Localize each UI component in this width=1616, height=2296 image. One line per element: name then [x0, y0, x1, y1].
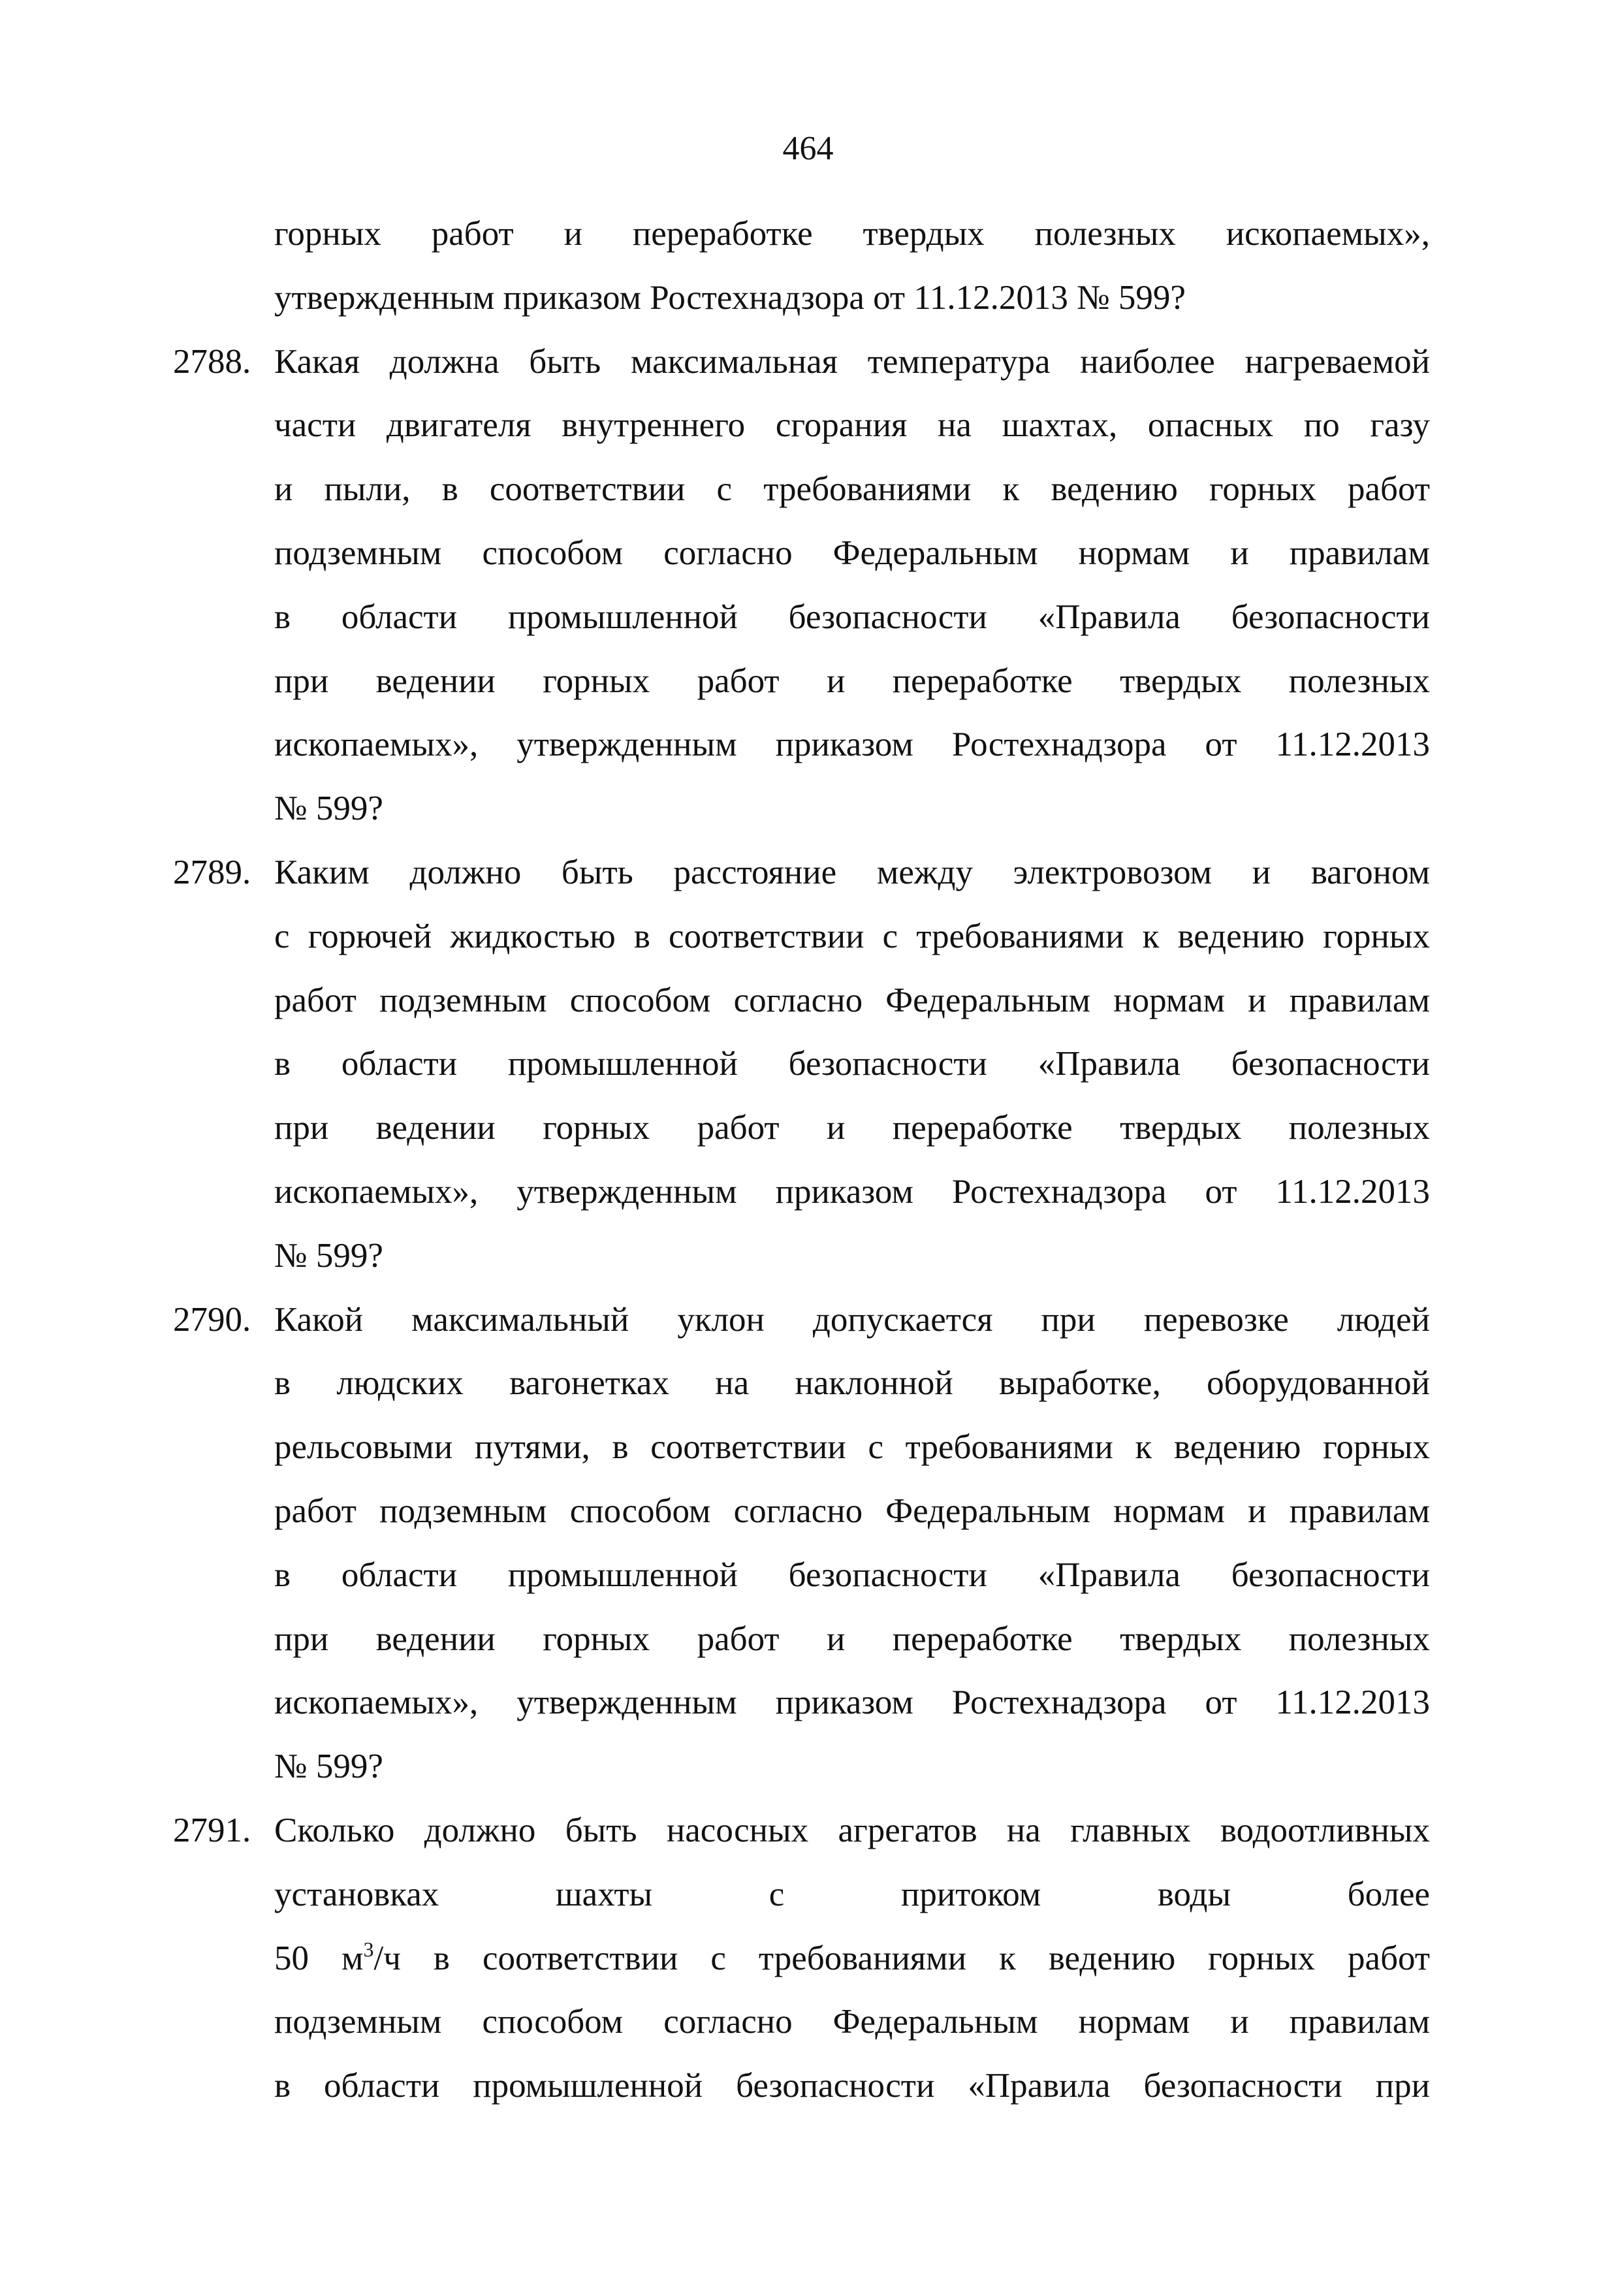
continuation-line: утвержденным приказом Ростехнадзора от 11.12.2013 № 599?: [274, 278, 1186, 317]
page-content: [173, 202, 1431, 2118]
question-line: в области промышленной безопасности «Правила безопасности: [274, 598, 1430, 636]
superscript-unit: 3: [363, 1937, 374, 1961]
question-line: в области промышленной безопасности «Правила безопасности: [274, 1045, 1430, 1083]
question-first-line: [173, 841, 1430, 905]
question-text: Какая должна быть максимальная температура наиболее нагреваемой: [274, 342, 1430, 381]
question-first-line: [173, 1799, 1430, 1863]
question-line: установках шахты с притоком воды более: [274, 1875, 1430, 1913]
question-number: 2788.: [173, 342, 251, 381]
question-item: [173, 841, 1430, 1288]
question-text: Сколько должно быть насосных агрегатов на главных водоотливных: [274, 1811, 1430, 1849]
question-number: 2790.: [173, 1300, 251, 1339]
question-line: работ подземным способом согласно Федеральным нормам и правилам: [274, 981, 1430, 1019]
question-line: ископаемых», утвержденным приказом Ростехнадзора от 11.12.2013: [274, 725, 1430, 764]
question-line: [229, 1927, 1430, 1991]
question-line: части двигателя внутреннего сгорания на шахтах, опасных по газу: [274, 406, 1430, 445]
question-text: 50 м: [274, 1939, 364, 1977]
question-first-line: [173, 330, 1430, 394]
question-item: [173, 1288, 1430, 1799]
question-text: Какой максимальный уклон допускается при перевозке людей: [274, 1300, 1430, 1339]
question-line: подземным способом согласно Федеральным нормам и правилам: [274, 534, 1430, 572]
question-line: № 599?: [274, 1747, 383, 1786]
question-line: при ведении горных работ и переработке твердых полезных: [274, 1109, 1430, 1147]
question-line: работ подземным способом согласно Федеральным нормам и правилам: [274, 1491, 1430, 1530]
question-number: 2789.: [173, 853, 251, 891]
question-item: [173, 1799, 1431, 2118]
question-first-line: [173, 1288, 1430, 1352]
question-line: № 599?: [274, 789, 383, 828]
question-line: ископаемых», утвержденным приказом Ростехнадзора от 11.12.2013: [274, 1172, 1430, 1211]
question-line: в области промышленной безопасности «Правила безопасности: [274, 1555, 1430, 1594]
question-line: с горючей жидкостью в соответствии с требованиями к ведению горных: [274, 917, 1430, 955]
continuation-line: горных работ и переработке твердых полезных ископаемых»,: [274, 215, 1430, 253]
question-text: Каким должно быть расстояние между электровозом и вагоном: [274, 853, 1430, 891]
question-number: 2791.: [173, 1811, 251, 1849]
question-line: в области промышленной безопасности «Правила безопасности при: [274, 2067, 1430, 2105]
question-line: при ведении горных работ и переработке твердых полезных: [274, 662, 1430, 700]
question-line: и пыли, в соответствии с требованиями к ведению горных работ: [274, 470, 1430, 509]
question-line: при ведении горных работ и переработке твердых полезных: [274, 1619, 1430, 1658]
page-number: 464: [782, 130, 834, 167]
question-line: рельсовыми путями, в соответствии с требованиями к ведению горных: [274, 1428, 1430, 1467]
question-item: [173, 330, 1430, 841]
question-text: /ч в соответствии с требованиями к ведению горных работ: [373, 1939, 1431, 1977]
question-line: ископаемых», утвержденным приказом Ростехнадзора от 11.12.2013: [274, 1683, 1430, 1722]
question-line: № 599?: [274, 1236, 383, 1275]
question-line: в людских вагонетках на наклонной выработке, оборудованной: [274, 1364, 1430, 1403]
question-line: подземным способом согласно Федеральным нормам и правилам: [274, 2003, 1430, 2041]
